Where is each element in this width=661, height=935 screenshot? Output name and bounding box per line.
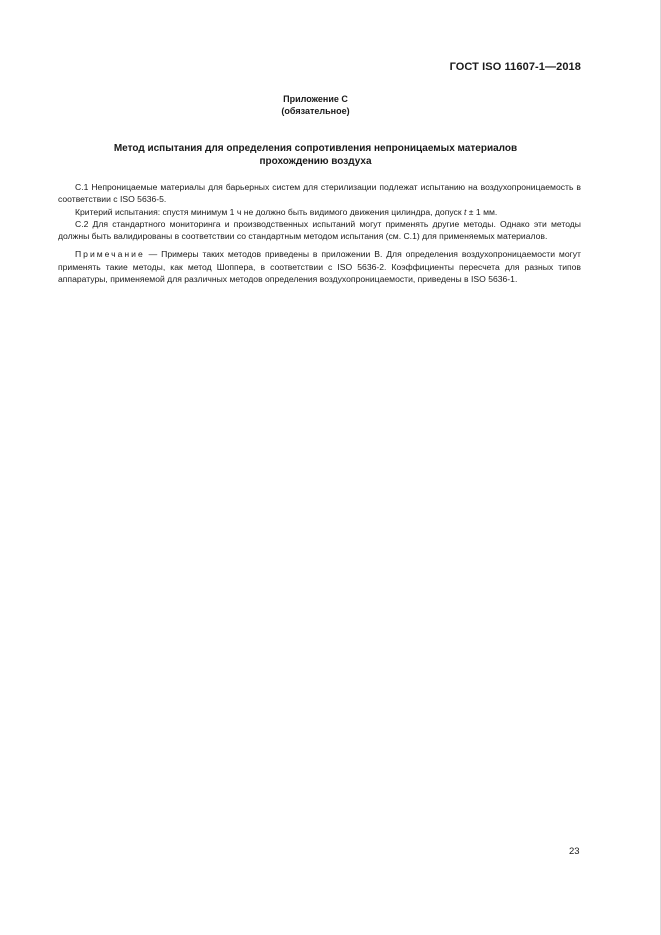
note-text: — Примеры таких методов приведены в приложении В. Для определения воздухопроницаемости могут применять такие методы, как метод Шоппера, в соответствии с ISO 5636-2. Коэффициенты пересчета для разных типов аппаратуры, применяемой для различных методов определения воздухопроницаемости, приведены в ISO 5636-1. — [58, 249, 581, 285]
annex-title-line-2: прохождению воздуха — [259, 156, 372, 167]
annex-label: Приложение С — [283, 94, 348, 104]
body-text — [58, 181, 581, 285]
standard-code: ГОСТ ISO 11607-1—2018 — [449, 61, 581, 73]
criterion-text-start: Критерий испытания: спустя минимум 1 ч не должно быть видимого движения цилиндра, допуск — [75, 206, 465, 217]
paragraph-test-criterion — [58, 206, 581, 218]
annex-heading — [0, 93, 631, 117]
annex-status: (обязательное) — [281, 106, 350, 116]
note-paragraph — [58, 248, 581, 285]
paragraph-c2: С.2 Для стандартного мониторинга и производственных испытаний могут применять другие методы. Однако эти методы должны быть валидированы в соответствии со стандартным методом испытания (см. С.1) для применяемых материалов. — [58, 218, 581, 242]
criterion-text-end: ± 1 мм. — [466, 206, 498, 217]
note-label: Примечание — [75, 249, 145, 260]
annex-title — [70, 142, 561, 168]
criterion-variable-t: t — [464, 206, 467, 217]
paragraph-c1: С.1 Непроницаемые материалы для барьерных систем для стерилизации подлежат испытанию на воздухопроницаемость в соответствии с ISO 5636-5. — [58, 182, 581, 205]
page-number: 23 — [569, 846, 580, 857]
annex-title-line-1: Метод испытания для определения сопротивления непроницаемых материалов — [113, 143, 518, 154]
